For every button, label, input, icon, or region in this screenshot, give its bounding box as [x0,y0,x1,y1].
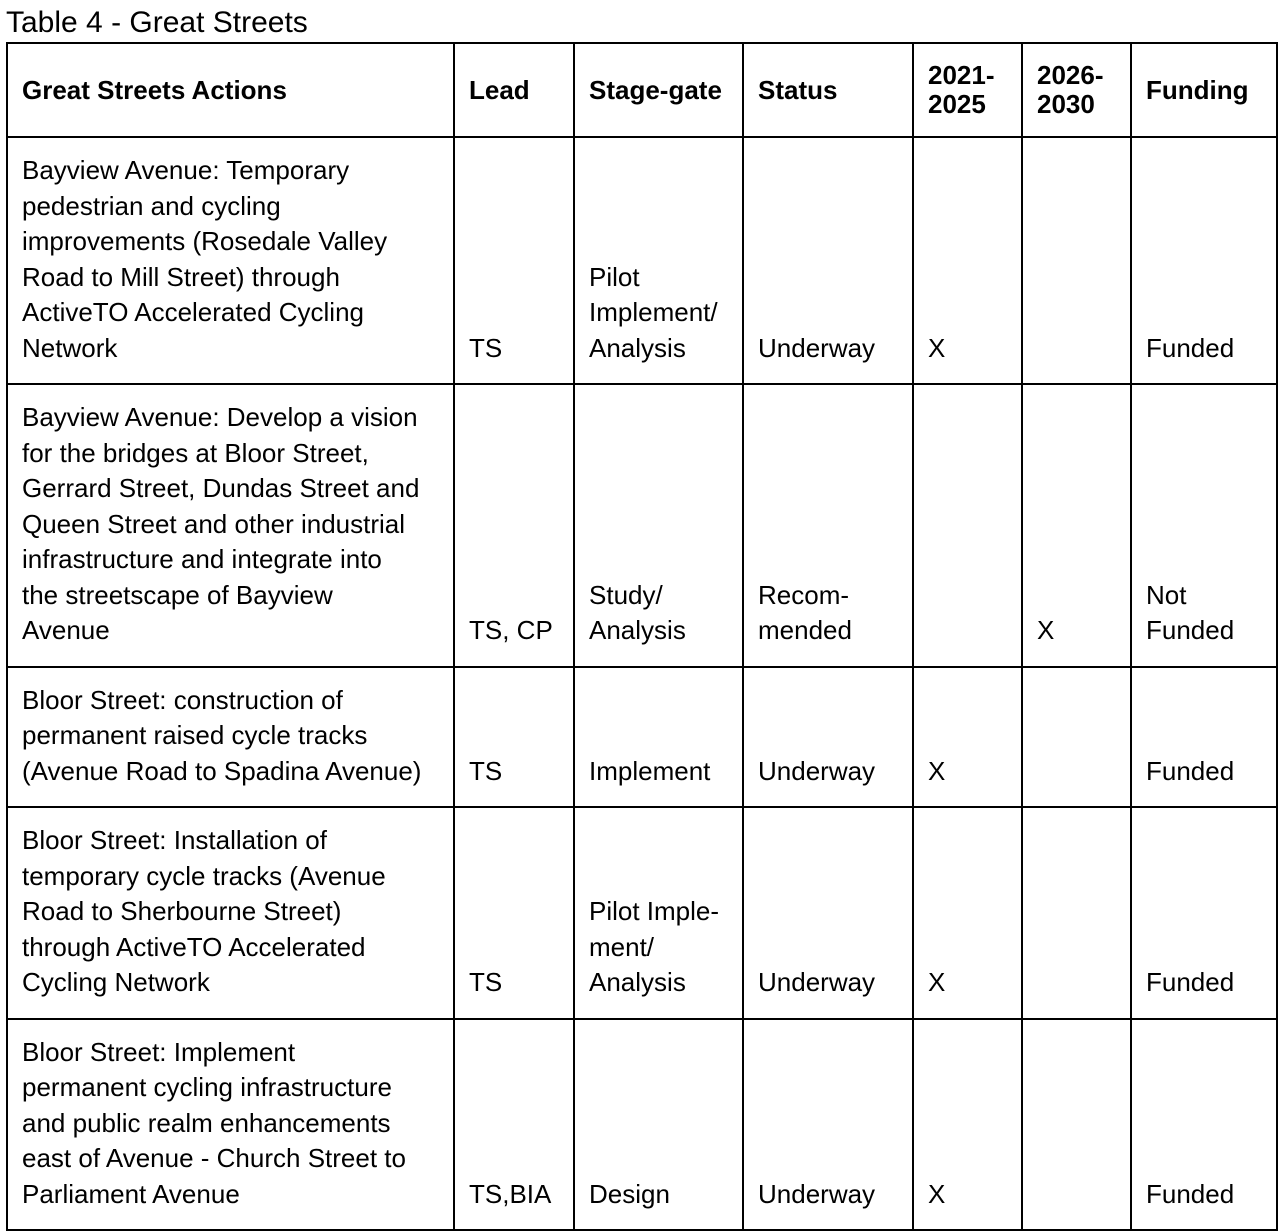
status-cell [743,137,913,384]
period-2026-2030-cell [1022,384,1131,667]
cell-text: permanent raised cycle tracks [22,720,368,750]
cell-text: the streetscape of Bayview [22,579,333,610]
header-status [743,43,913,137]
cell-text: Funded [1146,615,1235,645]
cell-text: Network [22,332,118,363]
cell-text: Parliament Avenue [22,1178,240,1209]
funding-cell [1131,1019,1277,1231]
cell-text: Pilot Imple- [589,896,720,926]
cell-text: Implement/ [589,297,718,327]
table-row [7,667,1277,808]
action-cell [7,807,454,1019]
header-line: 2026- [1037,60,1104,90]
cell-text: Design [589,1178,670,1209]
stage-gate-cell [574,384,743,667]
cell-text: Queen Street and other industrial [22,508,406,539]
action-cell [7,1019,454,1231]
cell-text: Funded [1146,332,1235,363]
cell-text: for the bridges at Bloor Street, [22,437,369,468]
period-2021-2025-cell [913,807,1022,1019]
header-line: Lead [469,74,530,105]
cell-text: (Avenue Road to Spadina Avenue) [22,755,422,786]
cell-text: X [1037,615,1055,645]
header-line: 2030 [1037,89,1095,119]
cell-text: Bloor Street: Installation of [22,825,327,855]
status-cell [743,807,913,1019]
cell-text: ment/ [589,931,655,962]
cell-text: Recom- [758,579,850,610]
header-funding [1131,43,1277,137]
cell-text: through ActiveTO Accelerated [22,931,366,962]
period-2026-2030-cell [1022,137,1131,384]
cell-text: TS [469,967,503,997]
cell-text: Bloor Street: Implement [22,1036,296,1067]
funding-cell [1131,384,1277,667]
status-cell [743,384,913,667]
period-2026-2030-cell [1022,807,1131,1019]
header-stage-gate [574,43,743,137]
cell-text: TS [469,332,503,363]
cell-text: X [928,967,946,997]
header-row [7,43,1277,137]
table-caption: Table 4 - Great Streets [6,6,308,39]
cell-text: temporary cycle tracks (Avenue [22,860,386,891]
funding-cell [1131,807,1277,1019]
funding-cell [1131,667,1277,808]
cell-text: TS [469,755,503,786]
action-cell [7,137,454,384]
status-cell [743,667,913,808]
header-2026-2030 [1022,43,1131,137]
lead-cell [454,1019,574,1231]
header-2021-2025 [913,43,1022,137]
header-lead [454,43,574,137]
cell-text: permanent cycling infrastructure [22,1072,392,1102]
cell-text: improvements (Rosedale Valley [22,226,388,256]
period-2021-2025-cell [913,384,1022,667]
header-line: Status [758,74,838,105]
cell-text: Underway [758,332,876,363]
cell-text: X [928,332,946,363]
period-2026-2030-cell [1022,667,1131,808]
header-line: Great Streets Actions [22,74,287,105]
stage-gate-cell [574,807,743,1019]
table-row [7,384,1277,667]
cell-text: Underway [758,967,876,997]
header-line: Funding [1146,74,1249,105]
great-streets-table [6,42,1278,1231]
period-2021-2025-cell [913,667,1022,808]
cell-text: X [928,755,946,786]
header-line: Stage-gate [589,74,722,105]
cell-text: Underway [758,755,876,786]
cell-text: Bayview Avenue: Develop a vision [22,402,418,432]
cell-text: ActiveTO Accelerated Cycling [22,297,364,327]
lead-cell [454,137,574,384]
cell-text: Funded [1146,755,1235,786]
period-2026-2030-cell [1022,1019,1131,1231]
cell-text: Funded [1146,1178,1235,1209]
cell-text: infrastructure and integrate into [22,544,382,574]
period-2021-2025-cell [913,137,1022,384]
cell-text: Analysis [589,615,686,645]
table-row [7,807,1277,1019]
header-line: 2025 [928,89,986,119]
stage-gate-cell [574,137,743,384]
cell-text: Bayview Avenue: Temporary [22,155,350,185]
action-cell [7,384,454,667]
table-row [7,137,1277,384]
funding-cell [1131,137,1277,384]
stage-gate-cell [574,667,743,808]
lead-cell [454,667,574,808]
cell-text: Analysis [589,332,686,363]
cell-text: X [928,1178,946,1209]
cell-text: TS, CP [469,615,553,645]
table-body [7,137,1277,1230]
period-2021-2025-cell [913,1019,1022,1231]
status-cell [743,1019,913,1231]
cell-text: TS,BIA [469,1178,552,1209]
cell-text: Cycling Network [22,967,210,997]
cell-text: and public realm enhancements [22,1107,391,1138]
cell-text: Not [1146,579,1187,610]
cell-text: pedestrian and cycling [22,190,281,221]
lead-cell [454,384,574,667]
cell-text: Avenue [22,615,110,645]
cell-text: Study/ [589,579,663,610]
cell-text: Funded [1146,967,1235,997]
header-actions [7,43,454,137]
cell-text: Analysis [589,967,686,997]
cell-text: Underway [758,1178,876,1209]
cell-text: Implement [589,755,711,786]
stage-gate-cell [574,1019,743,1231]
cell-text: mended [758,615,852,645]
cell-text: east of Avenue - Church Street to [22,1143,406,1173]
table-row [7,1019,1277,1231]
action-cell [7,667,454,808]
header-line: 2021- [928,60,995,90]
cell-text: Road to Sherbourne Street) [22,896,342,926]
cell-text: Road to Mill Street) through [22,261,340,292]
lead-cell [454,807,574,1019]
cell-text: Bloor Street: construction of [22,684,343,715]
cell-text: Pilot [589,261,640,292]
cell-text: Gerrard Street, Dundas Street and [22,473,420,503]
